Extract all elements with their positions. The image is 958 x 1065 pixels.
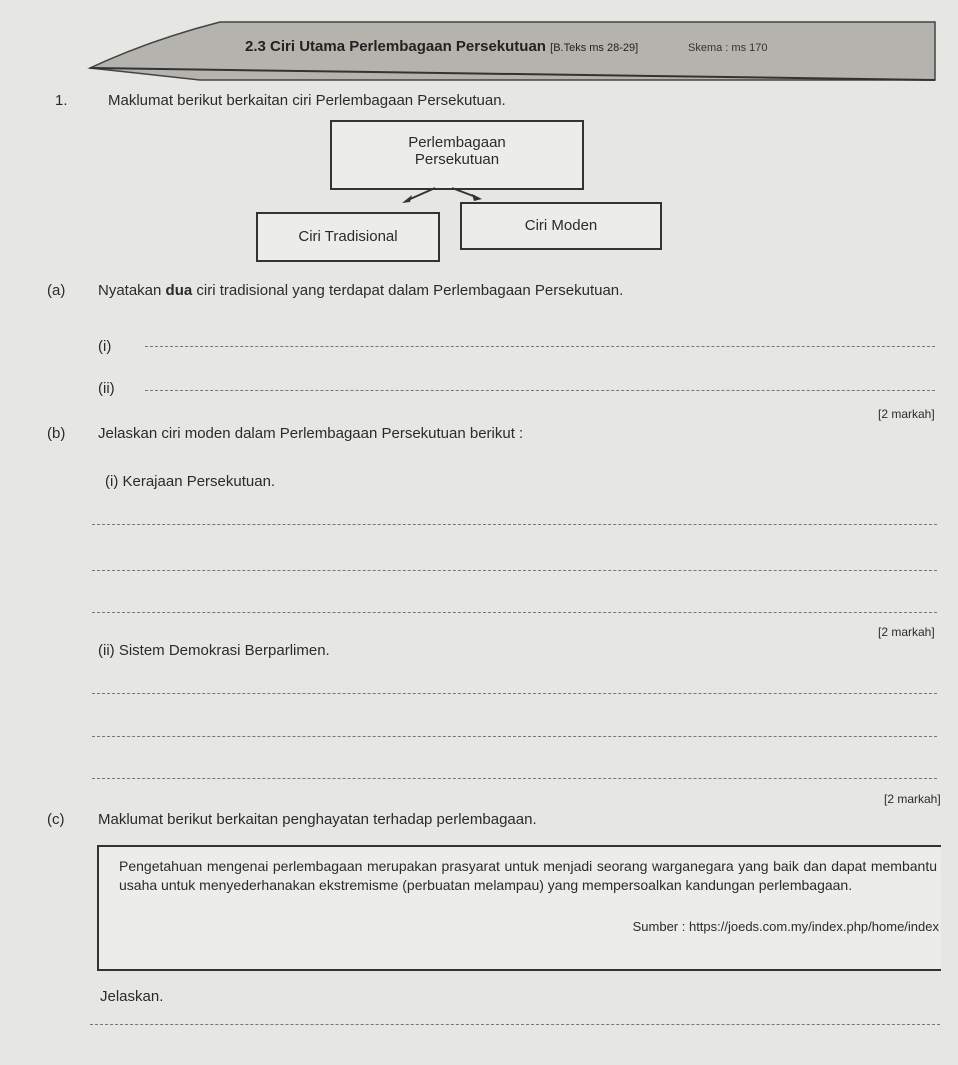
answer-line[interactable]: [145, 390, 935, 391]
part-a-text-post: ciri tradisional yang terdapat dalam Perlembagaan Persekutuan.: [192, 282, 624, 299]
answer-line[interactable]: [92, 736, 937, 737]
marks-label: [2 markah]: [884, 792, 941, 806]
part-c-label: (c): [47, 811, 65, 828]
section-title: [245, 38, 638, 55]
part-a-label: (a): [47, 282, 66, 299]
part-b-question: Jelaskan ciri moden dalam Perlembagaan Persekutuan berikut :: [98, 425, 524, 442]
diagram-box-traditional: Ciri Tradisional: [256, 212, 440, 262]
part-c-instruction: Jelaskan.: [100, 988, 164, 1005]
part-b-i-label: (i) Kerajaan Persekutuan.: [105, 473, 276, 490]
part-b-ii-label: (ii) Sistem Demokrasi Berparlimen.: [98, 642, 330, 659]
diagram-top-line2: Persekutuan: [414, 151, 500, 168]
answer-line[interactable]: [92, 778, 937, 779]
skema-reference: Skema : ms 170: [688, 42, 768, 54]
question-stem: Maklumat berikut berkaitan ciri Perlembagaan Persekutuan.: [108, 92, 506, 109]
answer-line[interactable]: [92, 570, 937, 571]
part-b-label: (b): [47, 425, 66, 442]
part-a-question: [98, 282, 623, 299]
diagram-top-line1: Perlembagaan: [408, 134, 506, 151]
answer-line[interactable]: [92, 693, 937, 694]
answer-line[interactable]: [92, 524, 937, 525]
part-a-text-pre: Nyatakan: [98, 282, 166, 299]
answer-line[interactable]: [145, 346, 935, 347]
part-c-question: Maklumat berikut berkaitan penghayatan terhadap perlembagaan.: [98, 811, 537, 828]
answer-line[interactable]: [92, 612, 937, 613]
marks-label: [2 markah]: [878, 625, 935, 639]
diagram-box-modern: Ciri Moden: [460, 202, 662, 250]
info-paragraph: Pengetahuan mengenai perlembagaan merupakan prasyarat untuk menjadi seorang warganegara yang baik dan dapat membantu usaha untuk menyederhanakan ekstremisme (perbuatan melampau) yang mempersoalkan kandungan perlembagaan.: [119, 858, 937, 893]
info-source-citation: Sumber : https://joeds.com.my/index.php/home/index: [632, 919, 939, 934]
part-a-text-bold: dua: [165, 282, 193, 299]
info-source-box: [97, 845, 941, 971]
part-a-ii-label: (ii): [98, 380, 115, 397]
textbook-reference: [B.Teks ms 28-29]: [550, 42, 639, 54]
question-number: 1.: [55, 92, 68, 109]
diagram-top-box: [330, 120, 584, 190]
section-title-text: 2.3 Ciri Utama Perlembagaan Persekutuan: [245, 38, 546, 55]
part-a-i-label: (i): [98, 338, 112, 355]
marks-label: [2 markah]: [878, 407, 935, 421]
answer-line[interactable]: [90, 1024, 940, 1025]
